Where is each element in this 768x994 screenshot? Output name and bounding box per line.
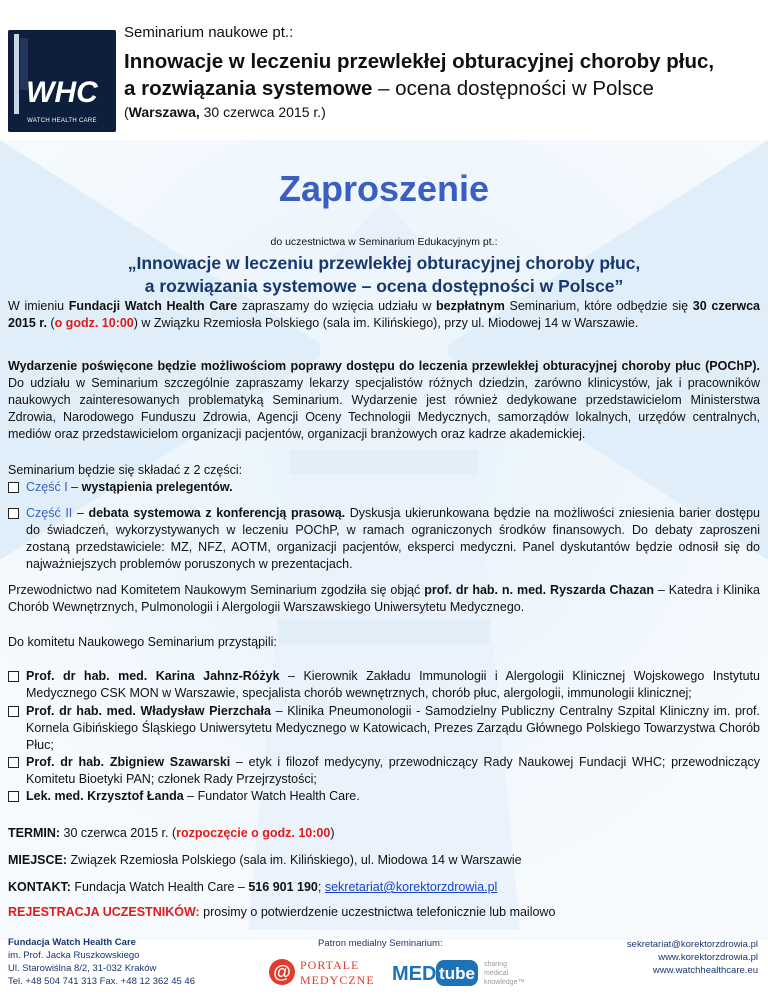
committee-intro: Do komitetu Naukowego Seminarium przystąpili:: [8, 635, 277, 649]
svg-text:PORTALE: PORTALE: [300, 958, 360, 972]
footer-contacts: [627, 938, 758, 977]
svg-text:WHC: WHC: [26, 76, 98, 109]
place-open: (: [124, 104, 129, 120]
seminar-title-line1: „Innowacje w leczeniu przewlekłej obturacyjnej choroby płuc,: [127, 253, 641, 273]
footer-addr2: Ul. Starowiślna 8/2, 31-032 Kraków: [8, 963, 157, 974]
description-paragraph: Wydarzenie poświęcone będzie możliwościom poprawy dostępu do leczenia przewlekłej obturacyjnej choroby płuc (POChP). Do udziału w Seminarium szczególnie zapraszamy lekarzy specjalistów różnych dziedzin, zarówno klinicystów, jak i pracowników naukowych zainteresowanych problematyką Seminarium. Wydarzenie jest również dedykowane przedstawicielom Ministerstwa Zdrowia, Narodowego Funduszu Zdrowia, Agencji Oceny Technologii Medycznych, samorządów lokalnych, urzędów centralnych, mediów oraz przedstawicielom organizacji pacjentów, organizacji branżowych oraz kadrze akademickiej.: [8, 359, 760, 441]
place-city: Warszawa,: [128, 104, 200, 120]
committee-member: Prof. dr hab. med. Karina Jahnz-Różyk – Kierownik Zakładu Immunologii i Alergologii Klinicznej Wojskowego Instytutu Medycznego CSK MON w Warszawie, specjalista chorób wewnętrznych, chorób płuc, alergologii, immunologii klinicznej;: [8, 668, 760, 702]
footer-org: Fundacja Watch Health Care: [8, 937, 136, 948]
footer-email: sekretariat@korektorzdrowia.pl: [626, 939, 758, 950]
rejestracja-line: REJESTRACJA UCZESTNIKÓW: prosimy o potwierdzenie uczestnictwa telefonicznie lub mailowo: [8, 905, 556, 919]
checkbox-icon: [8, 791, 19, 802]
footer-web1: www.korektorzdrowia.pl: [658, 952, 758, 963]
svg-text:medical: medical: [484, 970, 509, 977]
logo-caption: WATCH HEALTH CARE: [27, 118, 97, 124]
checkbox-icon: [8, 757, 19, 768]
checkbox-icon: [8, 706, 19, 717]
svg-text:MED: MED: [392, 963, 437, 985]
portale-medyczne-logo: [268, 954, 386, 990]
footer-web2: www.watchhealthcare.eu: [652, 965, 758, 976]
kontakt-line: KONTAKT: Fundacja Watch Health Care – 516 901 190; sekretariat@korektorzdrowia.pl: [8, 880, 498, 894]
checkbox-icon: [8, 671, 19, 682]
seminar-title-line2: a rozwiązania systemowe – ocena dostępności w Polsce”: [144, 276, 624, 296]
checkbox-icon: [8, 508, 19, 519]
footer-addr1: im. Prof. Jacka Ruszkowskiego: [8, 950, 140, 961]
header-title-line1: Innowacje w leczeniu przewlekłej obturacyjnej choroby płuc,: [124, 50, 715, 73]
intro-paragraph: W imieniu Fundacji Watch Health Care zapraszamy do wzięcia udziału w bezpłatnym Seminarium, które odbędzie się 30 czerwca 2015 r. (o godz. 10:00) w Związku Rzemiosła Polskiego (sala im. Kilińskiego), przy ul. Miodowej 14 w Warszawie.: [8, 299, 761, 330]
svg-text:MEDYCZNE: MEDYCZNE: [300, 973, 375, 987]
header-place-date: [124, 104, 326, 120]
termin-line: TERMIN: 30 czerwca 2015 r. (rozpoczęcie o godz. 10:00): [8, 826, 335, 840]
part-1-item: Część I – wystąpienia prelegentów.: [8, 479, 760, 496]
header-title: [124, 48, 764, 102]
svg-text:sharing: sharing: [484, 961, 507, 968]
footer-phone: Tel. +48 504 741 313 Fax. +48 12 362 45 46: [8, 976, 195, 987]
contact-email-link[interactable]: sekretariat@korektorzdrowia.pl: [324, 880, 498, 894]
lighthouse-logo-icon: [8, 30, 116, 132]
chair-paragraph: Przewodnictwo nad Komitetem Naukowym Seminarium zgodziła się objąć prof. dr hab. n. med. Ryszarda Chazan – Katedra i Klinika Chorób Wewnętrznych, Pulmonologii i Alergologii Warszawskiego Uniwersytetu Medycznego.: [8, 583, 760, 614]
committee-member: Prof. dr hab. med. Władysław Pierzchała – Klinika Pneumonologii - Samodzielny Publiczny Centralny Szpital Kliniczny im. prof. Kornela Gibińskiego Śląskiego Uniwersytetu Medycznego w Katowicach, Prezes Zarządu Głównego Polskiego Towarzystwa Chorób Płuc;: [8, 703, 760, 754]
checkbox-icon: [8, 482, 19, 493]
header-subtitle: Seminarium naukowe pt.:: [124, 24, 294, 41]
invitation-heading: Zaproszenie: [278, 168, 490, 209]
committee-member: Lek. med. Krzysztof Łanda – Fundator Watch Health Care.: [8, 788, 760, 805]
miejsce-line: MIEJSCE: Związek Rzemiosła Polskiego (sala im. Kilińskiego), ul. Miodowa 14 w Warszawie: [8, 853, 522, 867]
medtube-logo: [392, 954, 528, 990]
media-patron-label: Patron medialny Seminarium:: [318, 938, 443, 949]
header-title-line2-bold: a rozwiązania systemowe: [124, 77, 373, 100]
whc-logo: [8, 30, 116, 132]
invitation-subheading: do uczestnictwa w Seminarium Edukacyjnym pt.:: [270, 236, 498, 248]
part-2-item: Część II – debata systemowa z konferencją prasową. Dyskusja ukierunkowana będzie na możliwości zniesienia barier dostępu do świadczeń, wykorzystywanych w leczeniu POChP, w ramach ograniczonych środków finansowych. Do debaty zaproszeni zostaną przedstawiciele: MZ, NFZ, AOTM, organizacji pacjentów, eksperci medyczni. Panel dyskutantów będzie odnosił się do najważniejszych problemów poruszonych w prezentacjach.: [8, 505, 760, 573]
svg-text:knowledge™: knowledge™: [484, 979, 525, 986]
footer-address: [8, 936, 195, 988]
seminar-title: [0, 252, 768, 298]
svg-text:tube: tube: [439, 964, 475, 983]
header-title-line2-rest: – ocena dostępności w Polsce: [372, 77, 654, 100]
parts-intro: Seminarium będzie się składać z 2 części:: [8, 463, 243, 477]
committee-member: Prof. dr hab. Zbigniew Szawarski – etyk i filozof medycyny, przewodniczący Rady Naukowej Fundacji WHC; przewodniczący Komitetu Bioetyki PAN; członek Rady Przejrzystości;: [8, 754, 760, 788]
svg-text:@: @: [273, 962, 291, 982]
place-date: 30 czerwca 2015 r.): [199, 104, 326, 120]
